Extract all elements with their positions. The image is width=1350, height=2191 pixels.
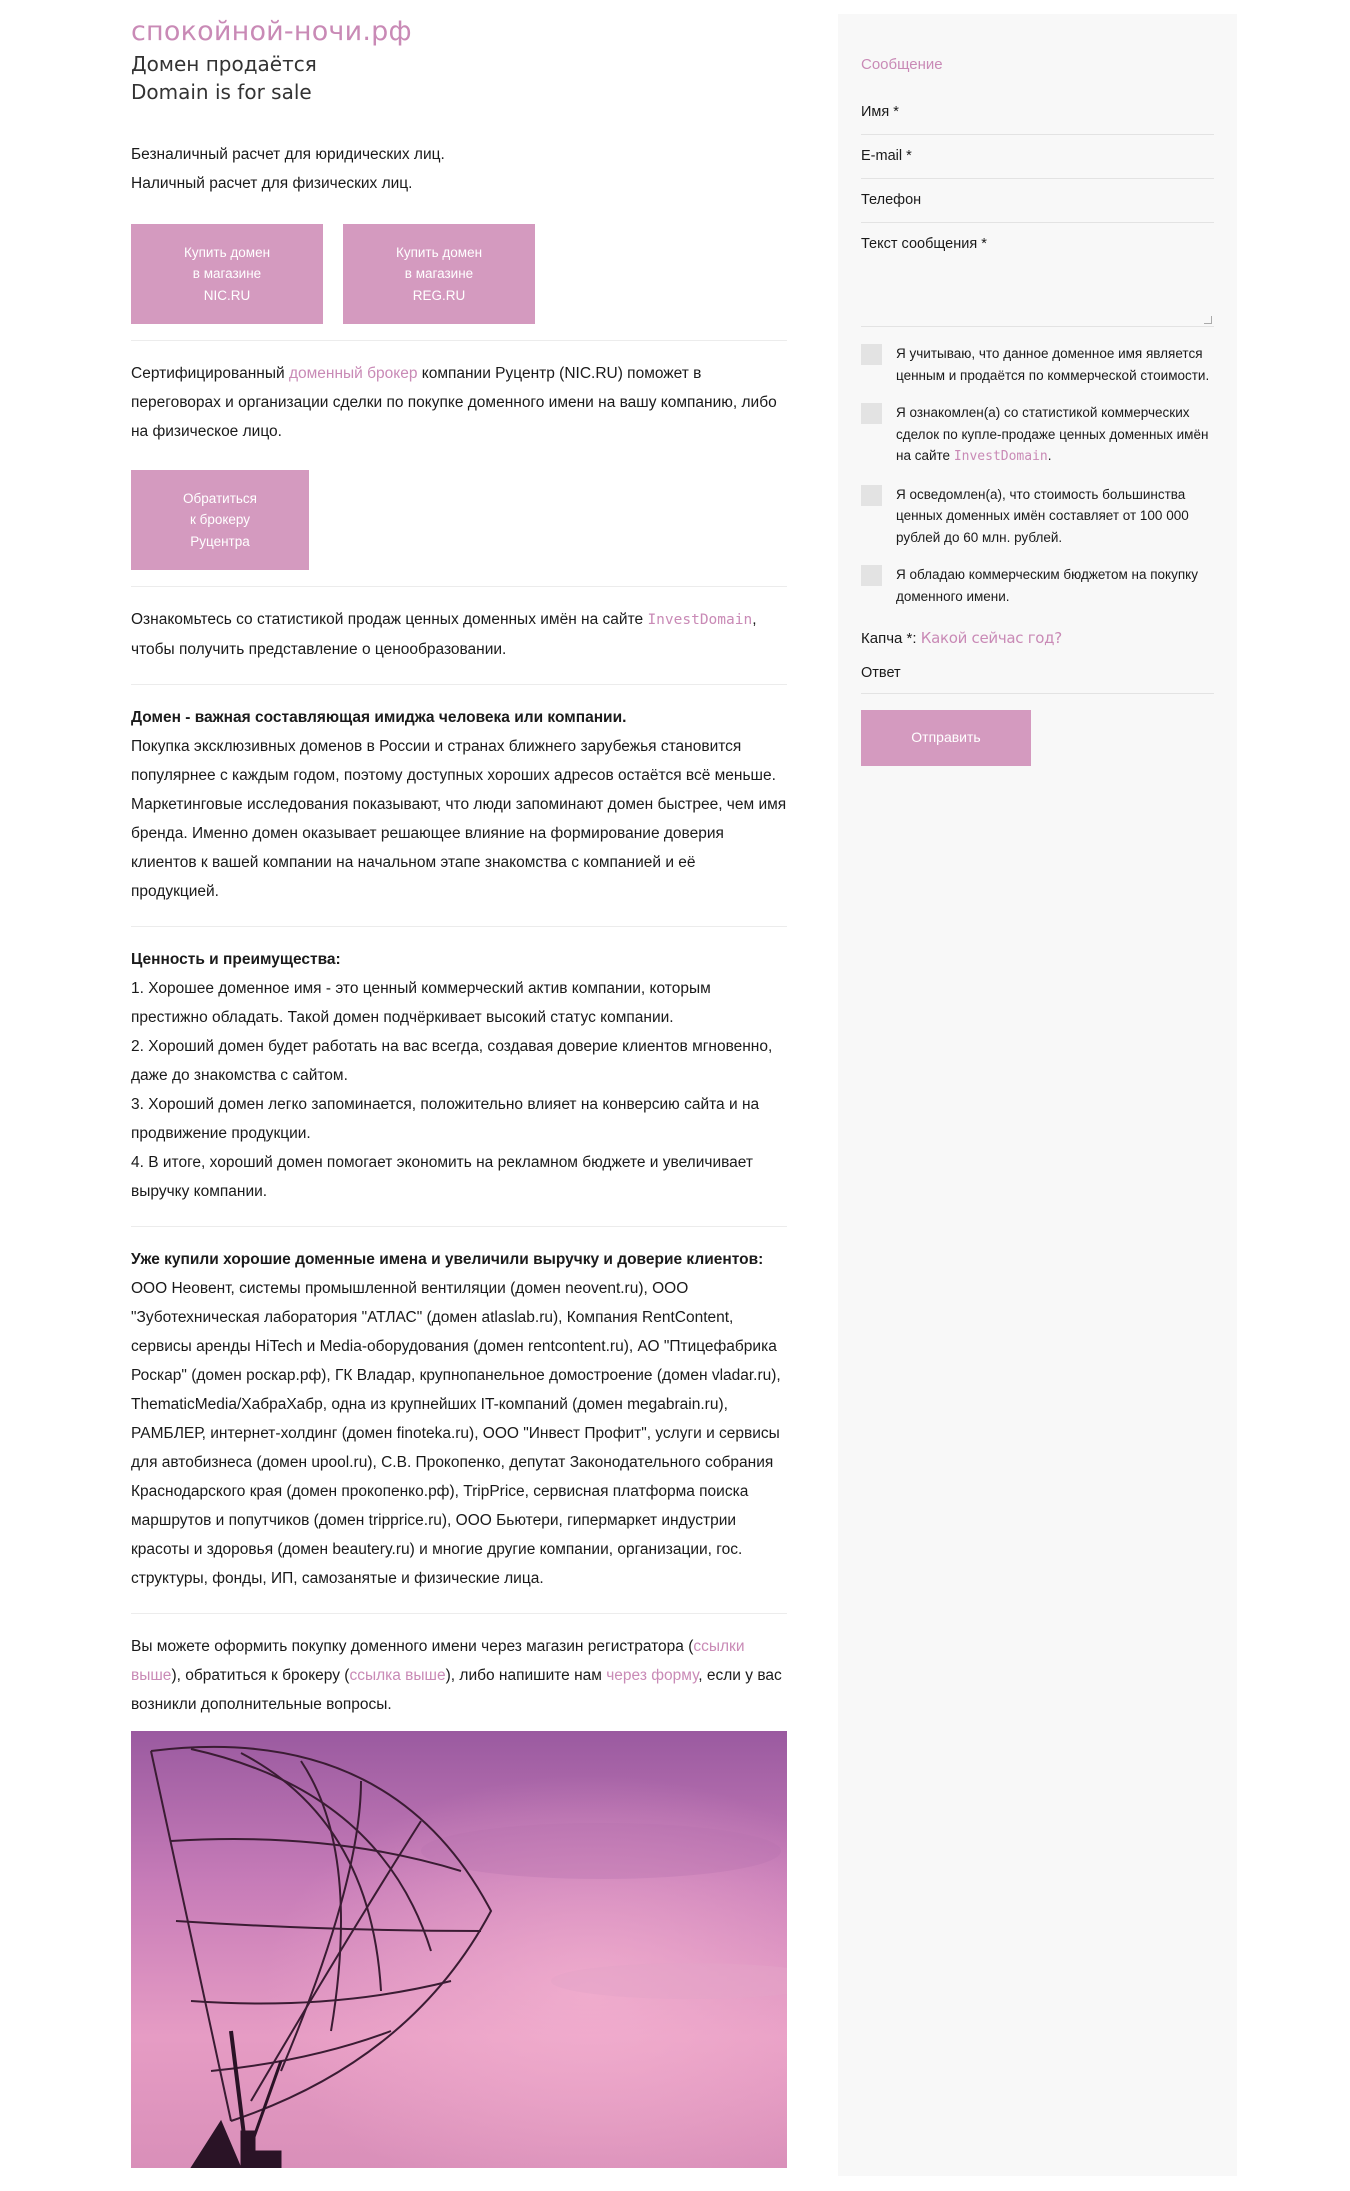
contact-t4: , если у вас возникли дополнительные вопросы.	[131, 1667, 782, 1713]
buy-nic-button[interactable]	[131, 224, 323, 324]
main-content	[131, 14, 787, 2168]
broker-button[interactable]	[131, 470, 309, 570]
divider	[131, 926, 787, 927]
resize-handle-icon[interactable]	[1204, 316, 1212, 324]
buy-reg-button[interactable]	[343, 224, 535, 324]
check-row-1	[861, 343, 1214, 386]
buy-reg-line2: в магазине	[404, 266, 474, 282]
check-row-3	[861, 484, 1214, 549]
broker-text-before: Сертифицированный	[131, 365, 289, 382]
payment-line-2: Наличный расчет для физических лиц.	[131, 175, 413, 192]
broker-button-line1: Обратиться	[183, 490, 257, 506]
contact-sidebar	[838, 14, 1237, 2176]
stats-text-after: , чтобы получить представление о ценообразовании.	[131, 611, 757, 658]
answer-label: Ответ	[861, 665, 901, 681]
broker-text-after: компании Руцентр (NIC.RU) поможет в переговорах и организации сделки по покупке доменного имени на вашу компанию, либо на физическое лицо.	[131, 365, 777, 440]
payment-line-1: Безналичный расчет для юридических лиц.	[131, 146, 445, 163]
divider	[131, 1226, 787, 1227]
buy-reg-line1: Купить домен	[395, 244, 483, 260]
form-title: Сообщение	[861, 56, 943, 73]
values-item-2: 2. Хороший домен будет работать на вас всегда, создавая доверие клиентов мгновенно, даже до знакомства с сайтом.	[131, 1038, 773, 1084]
check-price-range[interactable]	[861, 485, 882, 506]
check-budget[interactable]	[861, 565, 882, 586]
clients-text	[131, 1245, 787, 1593]
buy-nic-line3: NIC.RU	[203, 287, 251, 303]
phone-field[interactable]	[861, 179, 1214, 223]
values-item-3: 3. Хороший домен легко запоминается, положительно влияет на конверсию сайта и на продвижение продукции.	[131, 1096, 760, 1142]
buy-nic-line2: в магазине	[192, 266, 262, 282]
values-section	[131, 945, 787, 1226]
captcha-label: Капча *:	[861, 630, 917, 647]
contact-text	[131, 1632, 787, 1719]
contact-t3: ), либо напишите нам	[445, 1667, 607, 1684]
captcha-question: Какой сейчас год?	[920, 629, 1062, 647]
image-body: Покупка эксклюзивных доменов в России и странах ближнего зарубежья становится популярнее с каждым годом, поэтому доступных хороших адресов остаётся всё меньше. Маркетинговые исследования показывают, что люди запоминают домен быстрее, чем имя бренда. Именно домен оказывает решающее влияние на формирование доверия клиентов к вашей компании на начальном этапе знакомства с компанией и её продукцией.	[131, 738, 787, 900]
check-investdomain-link[interactable]: InvestDomain	[953, 449, 1048, 464]
broker-text	[131, 359, 787, 446]
check-statistics[interactable]	[861, 403, 882, 424]
check-text-1: Я учитываю, что данное доменное имя является ценным и продаётся по коммерческой стоимости.	[896, 346, 1210, 383]
captcha	[861, 627, 1214, 650]
email-label: E-mail *	[861, 148, 912, 164]
divider	[131, 586, 787, 587]
broker-button-line2: к брокеру	[189, 512, 251, 528]
check-text-2-main: Я ознакомлен(а) со статистикой коммерческих сделок по купле-продаже ценных доменных имён на сайте	[896, 405, 1209, 463]
buy-buttons	[131, 224, 787, 324]
email-field[interactable]	[861, 135, 1214, 179]
values-item-4: 4. В итоге, хороший домен помогает экономить на рекламном бюджете и увеличивает выручку компании.	[131, 1154, 754, 1200]
clients-heading: Уже купили хорошие доменные имена и увеличили выручку и доверие клиентов:	[131, 1251, 764, 1268]
investdomain-link[interactable]: InvestDomain	[647, 612, 753, 628]
site-title[interactable]: спокойной-ночи.рф	[131, 16, 412, 47]
check-text-2: Я ознакомлен(а) со статистикой коммерческих сделок по купле-продаже ценных доменных имён на сайте InvestDomain.	[896, 405, 1209, 464]
via-form-link[interactable]: через форму	[606, 1667, 699, 1684]
values-heading: Ценность и преимущества:	[131, 951, 341, 968]
clients-section	[131, 1245, 787, 1613]
name-field[interactable]	[861, 91, 1214, 135]
check-text-3: Я осведомлен(а), что стоимость большинства ценных доменных имён составляет от 100 000 рублей до 60 млн. рублей.	[896, 486, 1189, 545]
clients-body: ООО Неовент, системы промышленной вентиляции (домен neovent.ru), ООО "Зуботехническая лаборатория "АТЛАС" (домен atlaslab.ru), Компания RentContent, сервисы аренды HiTech и Media-оборудования (домен rentcontent.ru), АО "Птицефабрика Роскар" (домен роскар.рф), ГК Владар, крупнопанельное домостроение (домен vladar.ru), ThematicMedia/ХабраХабр, одна из крупнейших IT-компаний (домен megabrain.ru), РАМБЛЕР, интернет-холдинг (домен finoteka.ru), ООО "Инвест Профит", услуги и сервисы для автобизнеса (домен upool.ru), С.В. Прокопенко, депутат Законодательного собрания Краснодарского края (домен прокопенко.рф), TripPrice, сервисная платформа поиска маршрутов и попутчиков (домен tripprice.ru), ООО Бьютери, гипермаркет индустрии красоты и здоровья (домен beautery.ru) и многие другие компании, организации, гос. структуры, фонды, ИП, самозанятые и физические лица.	[131, 1280, 781, 1587]
check-row-4	[861, 564, 1214, 607]
subtitle-ru: Домен продаётся	[131, 52, 317, 76]
contact-t1: Вы можете оформить покупку доменного имени через магазин регистратора (	[131, 1638, 694, 1655]
stats-text	[131, 605, 787, 664]
image-section	[131, 703, 787, 926]
link-above-link[interactable]: ссылка выше	[349, 1667, 446, 1684]
message-field[interactable]	[861, 223, 1214, 327]
subtitle-en: Domain is for sale	[131, 80, 312, 104]
image-heading: Домен - важная составляющая имиджа человека или компании.	[131, 709, 627, 726]
phone-label: Телефон	[861, 192, 922, 208]
message-label: Текст сообщения *	[861, 236, 987, 252]
contact-t2: ), обратиться к брокеру (	[171, 1667, 350, 1684]
answer-field[interactable]	[861, 658, 1214, 694]
broker-button-line3: Руцентра	[190, 533, 250, 549]
divider	[131, 1613, 787, 1614]
check-text-4: Я обладаю коммерческим бюджетом на покупку доменного имени.	[896, 567, 1198, 604]
buy-reg-line3: REG.RU	[412, 287, 466, 303]
divider	[131, 340, 787, 341]
stats-section	[131, 605, 787, 684]
broker-link[interactable]: доменный брокер	[288, 365, 418, 382]
values-item-1: 1. Хорошее доменное имя - это ценный коммерческий актив компании, которым престижно обладать. Такой домен подчёркивает высокий статус компании.	[131, 980, 711, 1026]
name-label: Имя *	[861, 104, 899, 120]
buy-nic-line1: Купить домен	[183, 244, 271, 260]
divider	[131, 684, 787, 685]
stats-text-before: Ознакомьтесь со статистикой продаж ценных доменных имён на сайте	[131, 611, 648, 628]
check-row-2	[861, 402, 1214, 468]
radio-telescope-photo	[131, 1731, 787, 2168]
links-above-link[interactable]: ссылки выше	[131, 1638, 745, 1684]
check-commercial-value[interactable]	[861, 344, 882, 365]
submit-button[interactable]: Отправить	[861, 710, 1031, 766]
